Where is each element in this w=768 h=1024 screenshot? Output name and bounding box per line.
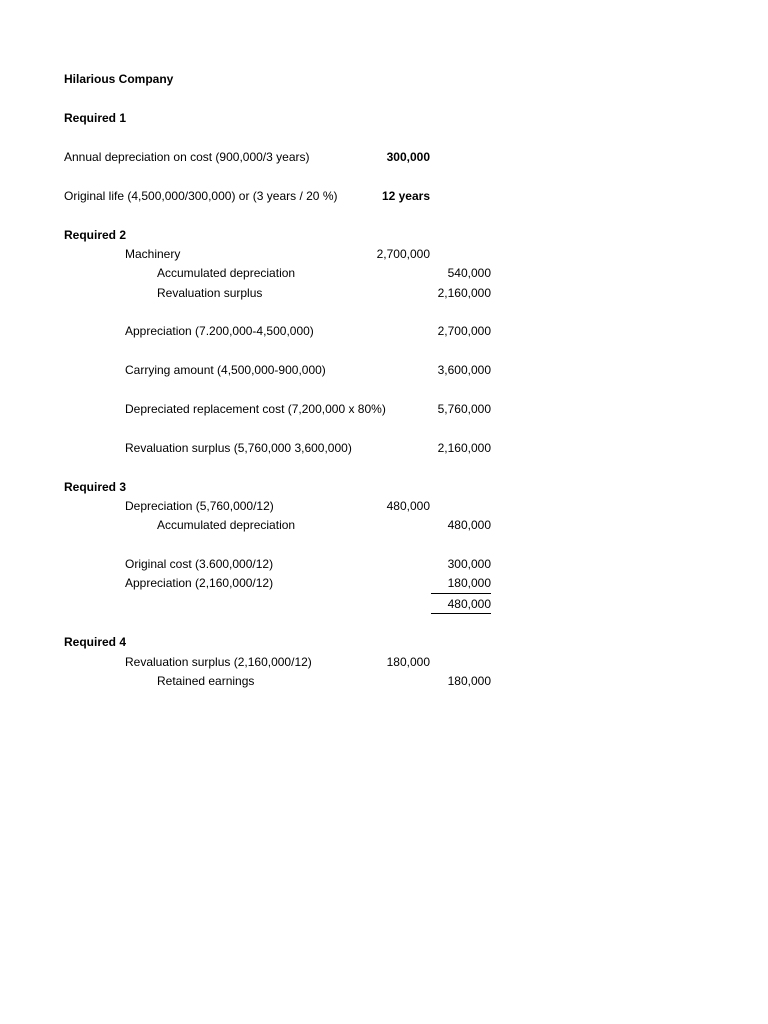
original-life-value: 12 years [381,189,430,203]
appreciation-label: Appreciation (7.200,000-4,500,000) [125,324,314,338]
annual-depreciation-label: Annual depreciation on cost (900,000/3 years) [64,150,310,164]
depreciation-label: Depreciation (5,760,000/12) [125,499,274,513]
carrying-amount-value: 3,600,000 [437,363,491,377]
machinery-label: Machinery [125,247,181,261]
depreciated-replacement-cost-value: 5,760,000 [437,402,491,416]
original-life-label: Original life (4,500,000/300,000) or (3 years / 20 %) [64,189,338,203]
accumulated-depreciation-credit: 540,000 [447,266,491,280]
revaluation-surplus-transfer-label: Revaluation surplus (2,160,000/12) [125,655,312,669]
total-rule [431,613,491,614]
company-name: Hilarious Company [64,72,174,86]
appreciation-value: 2,700,000 [437,324,491,338]
depreciated-replacement-cost-label: Depreciated replacement cost (7,200,000 x 80%) [125,402,386,416]
revaluation-surplus-transfer-debit: 180,000 [386,655,430,669]
required-4-heading: Required 4 [64,635,127,649]
accumulated-depreciation-credit-2: 480,000 [447,518,491,532]
retained-earnings-label: Retained earnings [157,674,255,688]
machinery-debit: 2,700,000 [376,247,430,261]
appreciation-share-value: 180,000 [447,576,491,590]
subtotal-rule [431,593,491,594]
carrying-amount-label: Carrying amount (4,500,000-900,000) [125,363,326,377]
retained-earnings-credit: 180,000 [447,674,491,688]
appreciation-share-label: Appreciation (2,160,000/12) [125,576,274,590]
required-1-heading: Required 1 [64,111,127,125]
annual-depreciation-value: 300,000 [386,150,430,164]
accumulated-depreciation-label-2: Accumulated depreciation [157,518,296,532]
accumulated-depreciation-label: Accumulated depreciation [157,266,296,280]
revaluation-surplus-label: Revaluation surplus [157,286,263,300]
revaluation-surplus-calc-value: 2,160,000 [437,441,491,455]
required-2-heading: Required 2 [64,228,127,242]
revaluation-surplus-calc-label: Revaluation surplus (5,760,000 3,600,000) [125,441,352,455]
original-cost-value: 300,000 [447,557,491,571]
total-value: 480,000 [447,597,491,611]
depreciation-debit: 480,000 [386,499,430,513]
original-cost-label: Original cost (3.600,000/12) [125,557,274,571]
revaluation-surplus-credit: 2,160,000 [437,286,491,300]
required-3-heading: Required 3 [64,480,127,494]
